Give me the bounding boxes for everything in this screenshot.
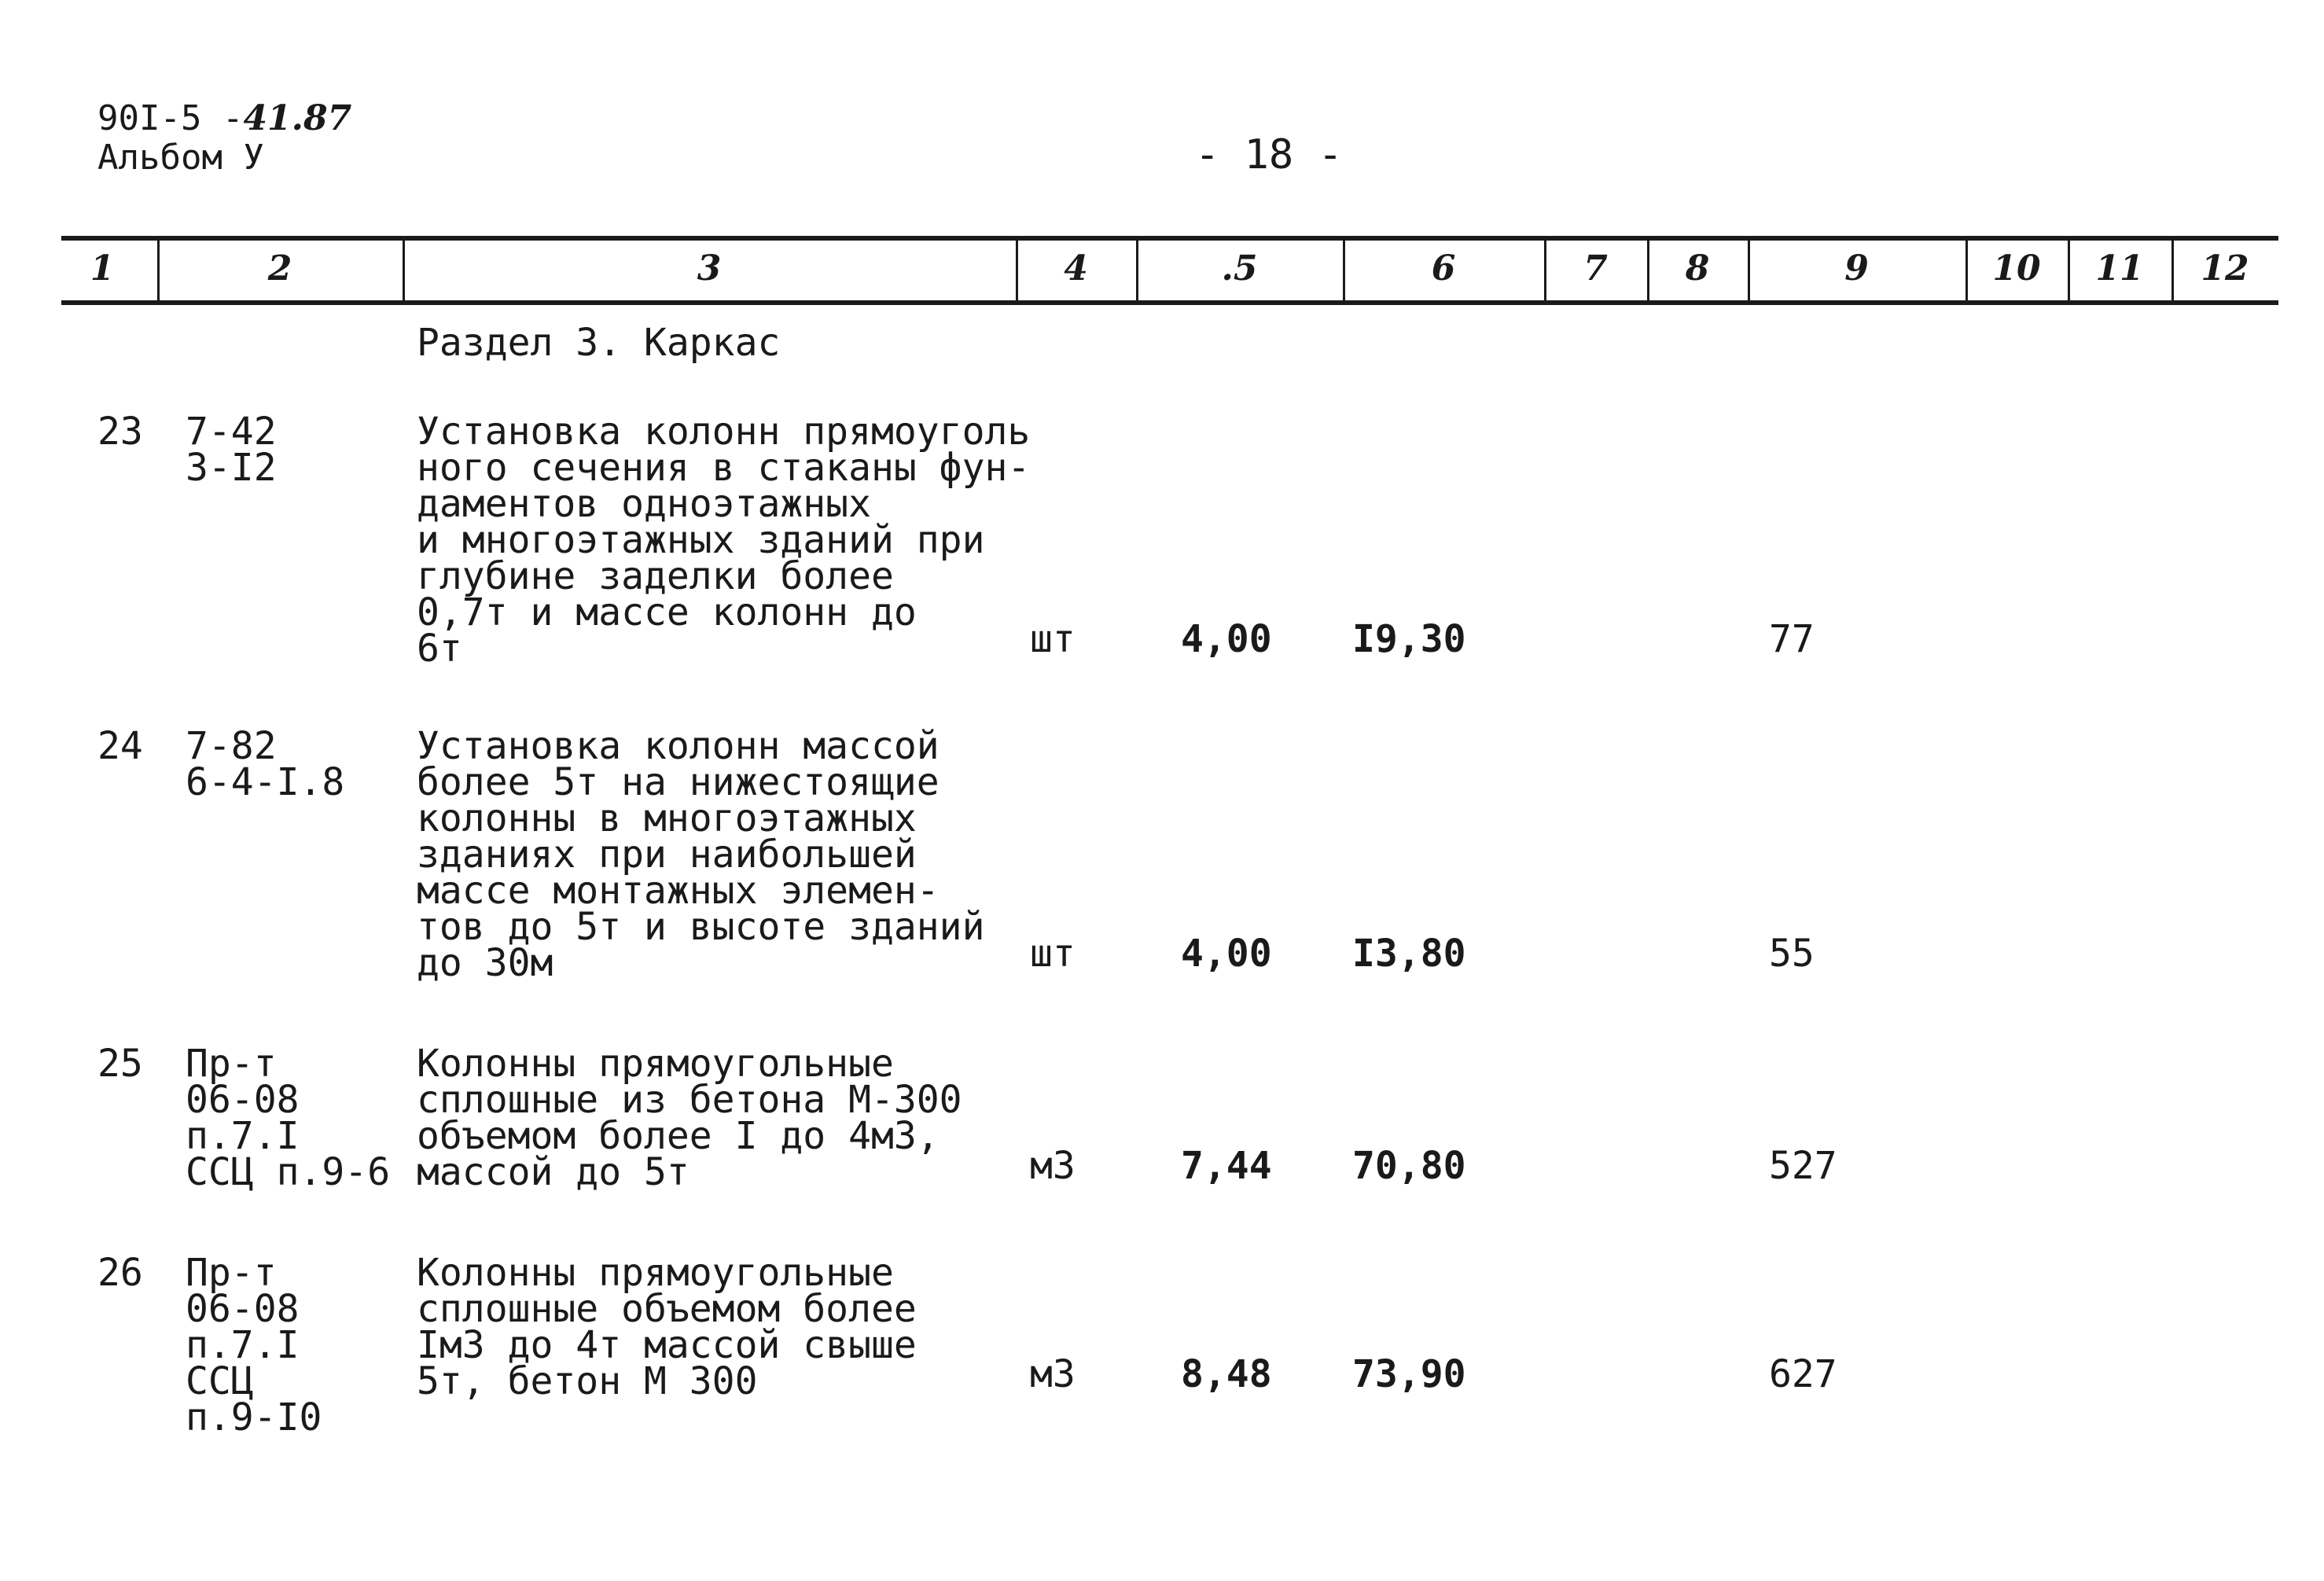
row-number: 25 [97,1042,143,1086]
column-number-12: 12 [2201,248,2249,289]
column-number-6: 6 [1431,248,1456,289]
row-unit-price: 70,80 [1352,1144,1466,1188]
row-total: 527 [1769,1144,1837,1188]
row-unit-price: I9,30 [1352,617,1466,661]
row-quantity: 7,44 [1181,1144,1272,1188]
row-description: Установка колонн прямоуголь ного сечения в стаканы фун- даментов одноэтажных и многоэтажных зданий при глубине заделки более 0,7т и массе колонн до 6т [417,410,1031,671]
row-quantity: 4,00 [1181,932,1272,976]
row-total: 55 [1769,932,1815,976]
section-title: Раздел 3. Каркас [417,321,781,365]
column-number-5: .5 [1221,248,1258,289]
document-code-prefix: 90I-5 - [97,98,244,138]
column-number-7: 7 [1583,248,1608,289]
album-label: Альбом У [97,138,264,178]
document-code [97,98,352,138]
column-number-3: 3 [697,248,722,289]
row-unit: м3 [1030,1352,1076,1396]
page-number: - 18 - [1195,131,1343,178]
column-number-1: 1 [90,248,115,289]
row-unit: м3 [1030,1144,1076,1188]
row-quantity: 8,48 [1181,1352,1272,1396]
column-number-9: 9 [1844,248,1869,289]
row-total: 77 [1769,617,1815,661]
row-number: 23 [97,410,143,454]
column-number-2: 2 [267,248,292,289]
row-unit: шт [1030,617,1076,661]
document-code-handwritten: 41.87 [243,98,352,138]
row-reference: Пр-т 06-08 п.7.I ССЦ п.9-6 [186,1042,391,1194]
column-number-4: 4 [1064,248,1088,289]
column-number-8: 8 [1685,248,1710,289]
table-header-bottom-rule [61,300,2278,305]
row-unit: шт [1030,932,1076,976]
row-number: 26 [97,1251,143,1295]
row-unit-price: 73,90 [1352,1352,1466,1396]
row-quantity: 4,00 [1181,617,1272,661]
row-reference: Пр-т 06-08 п.7.I ССЦ п.9-I0 [186,1251,322,1439]
row-number: 24 [97,724,143,768]
row-description: Колонны прямоугольные сплошные объемом более Iм3 до 4т массой свыше 5т, бетон М 300 [417,1251,917,1403]
row-description: Установка колонн массой более 5т на нижестоящие колонны в многоэтажных зданиях при наибольшей массе монтажных элемен- тов до 5т и высоте зданий до 30м [417,724,985,985]
row-description: Колонны прямоугольные сплошные из бетона М-300 объемом более I до 4м3, массой до 5т [417,1042,962,1194]
row-reference: 7-42 3-I2 [186,410,277,490]
table-header-top-rule [61,236,2278,241]
row-reference: 7-82 6-4-I.8 [186,724,345,804]
column-number-11: 11 [2095,248,2144,289]
row-total: 627 [1769,1352,1837,1396]
column-number-10: 10 [1992,248,2041,289]
row-unit-price: I3,80 [1352,932,1466,976]
